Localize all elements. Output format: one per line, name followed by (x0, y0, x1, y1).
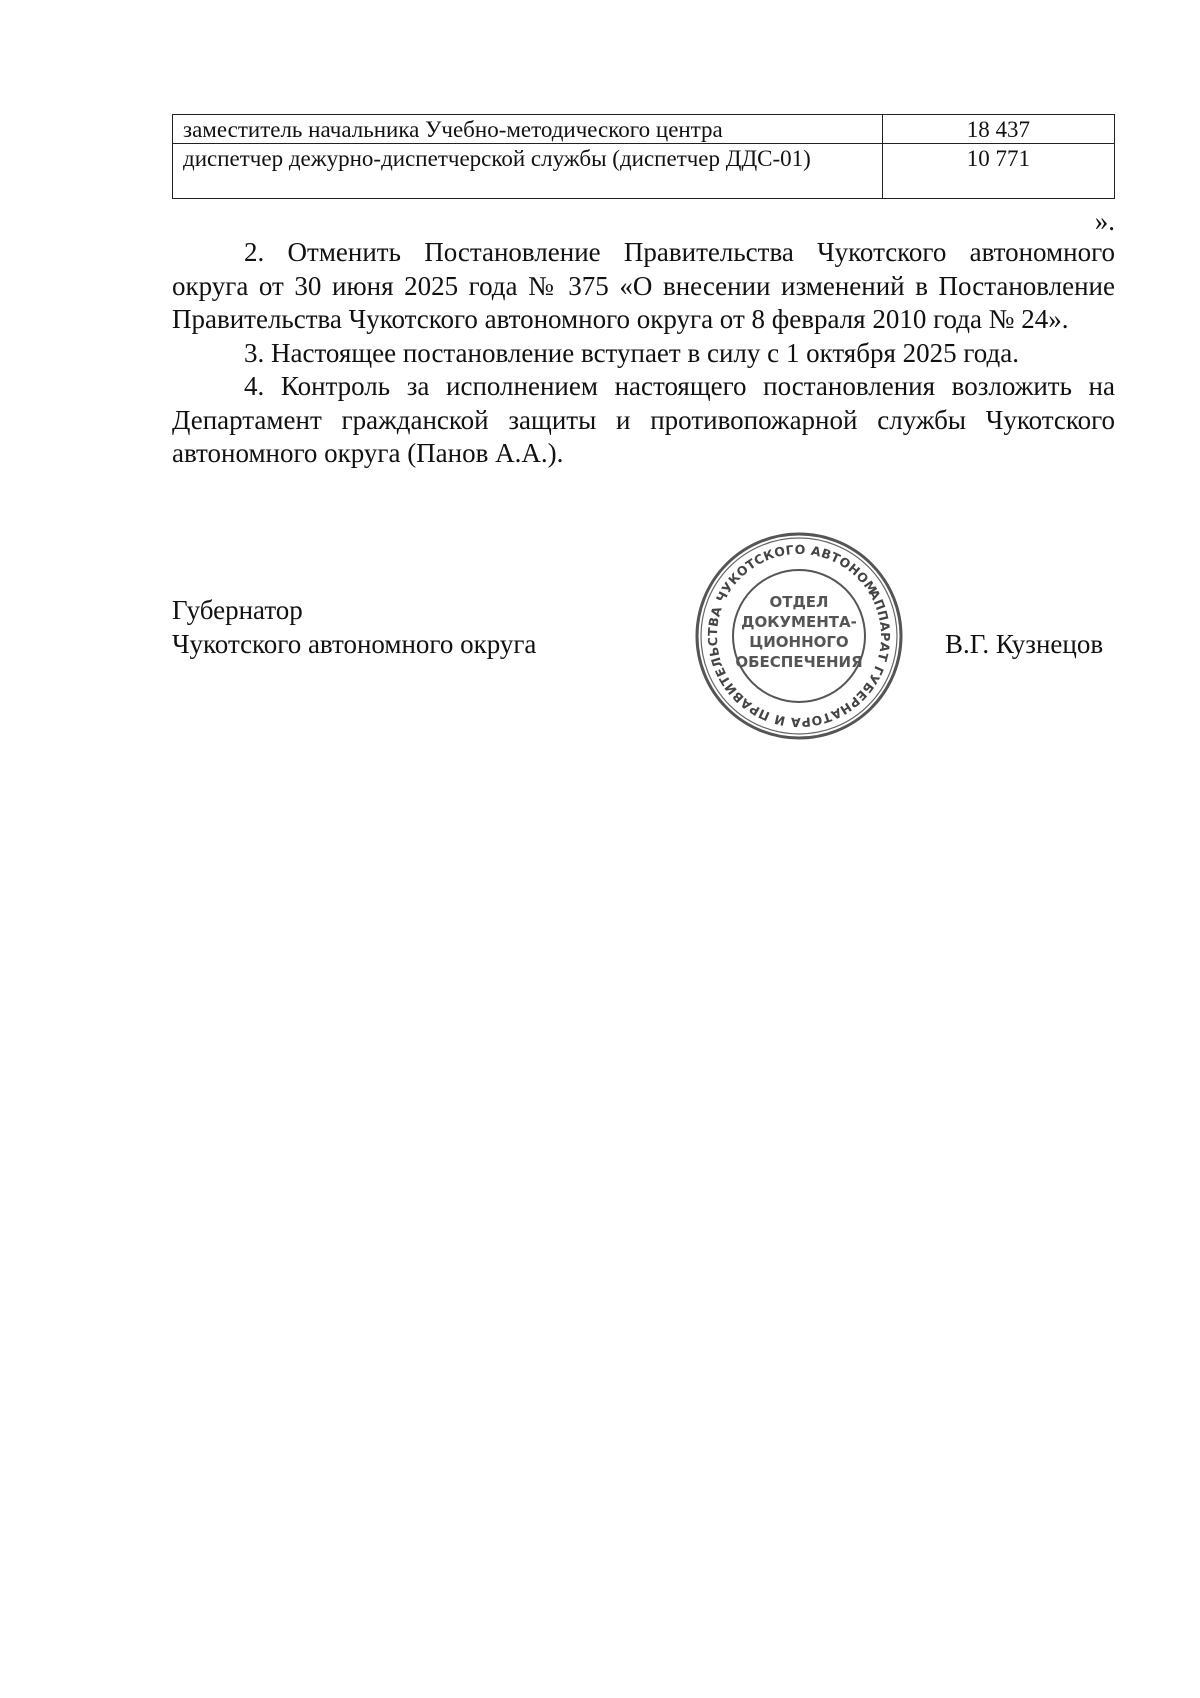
paragraph-2: 2. Отменить Постановление Правительства Чукотского автономного округа от 30 июня 2025 года № 375 «О внесении изменений в Постановление Правительства Чукотского автономного округа от 8 февраля 2010 года № 24». (172, 237, 1115, 334)
stamp-line-3: ЦИОННОГО (749, 633, 849, 651)
stamp-line-2: ДОКУМЕНТА- (741, 613, 857, 631)
signatory-title-line1: Губернатор (172, 595, 303, 625)
resolution-text (172, 236, 1115, 471)
signatory-title (172, 593, 536, 661)
table-row (173, 115, 1115, 144)
paragraph-3: 3. Настоящее постановление вступает в силу с 1 октября 2025 года. (244, 337, 1019, 368)
salary-table (172, 114, 1115, 199)
table-row (173, 144, 1115, 199)
signatory-name: В.Г. Кузнецов (945, 629, 1104, 659)
salary-cell: 10 771 (882, 144, 1114, 199)
position-cell: заместитель начальника Учебно-методического центра (173, 115, 883, 144)
paragraph-4: 4. Контроль за исполнением настоящего постановления возложить на Департамент гражданской защиты и противопожарной службы Чукотского автономного округа (Панов А.А.). (172, 371, 1115, 468)
stamp-ring-text: АППАРАТ ГУБЕРНАТОРА И ПРАВИТЕЛЬСТВА ЧУКОТСКОГО АВТОНОМНОГО (704, 541, 894, 731)
closing-quote: ». (1094, 206, 1115, 236)
salary-cell: 18 437 (882, 115, 1114, 144)
official-stamp (693, 530, 905, 742)
stamp-line-4: ОБЕСПЕЧЕНИЯ (735, 653, 863, 671)
position-cell: диспетчер дежурно-диспетчерской службы (диспетчер ДДС-01) (173, 144, 883, 199)
stamp-line-1: ОТДЕЛ (769, 593, 829, 611)
signatory-title-line2: Чукотского автономного округа (172, 629, 537, 659)
